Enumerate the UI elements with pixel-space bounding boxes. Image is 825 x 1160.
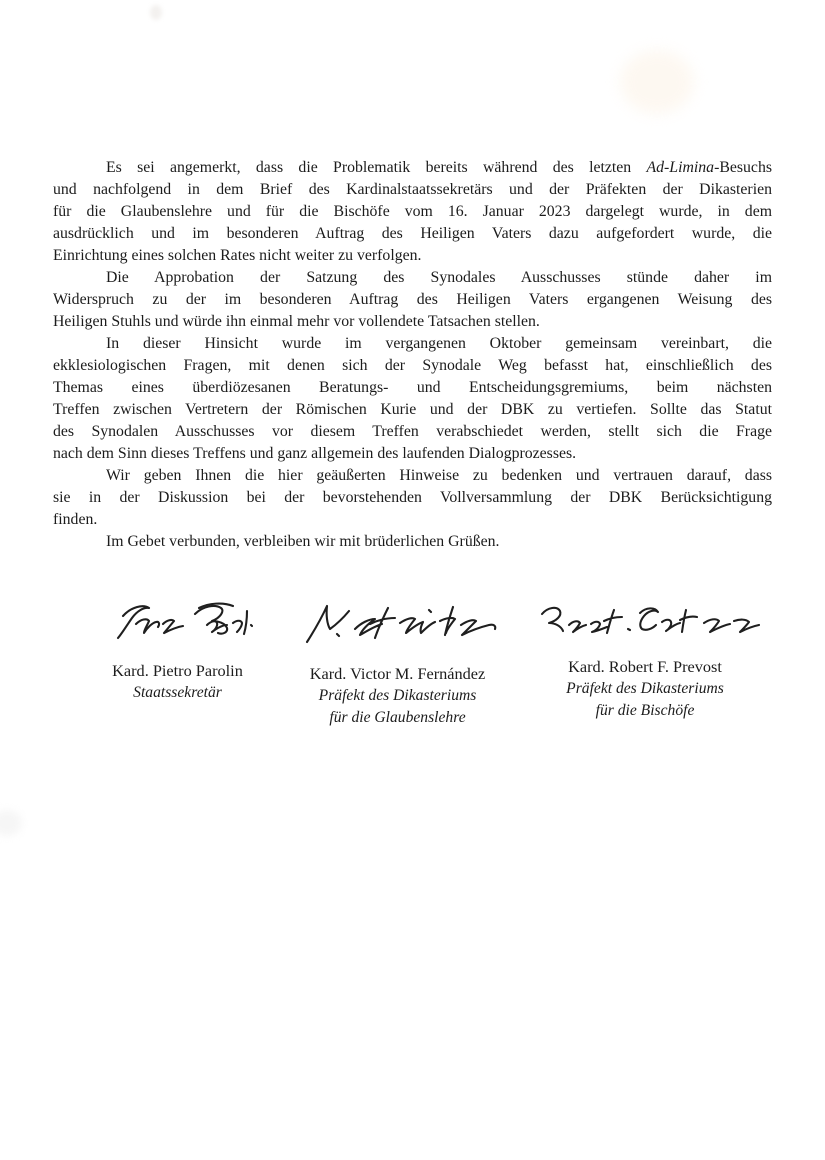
- text-line: In dieser Hinsicht wurde im vergangenen Oktober gemeinsam vereinbart, die: [106, 335, 772, 352]
- text-line: des Synodalen Ausschusses vor diesem Treffen verabschiedet werden, stellt sich die Frage: [53, 423, 772, 440]
- fernandez-handwritten-signature-icon: [295, 598, 500, 653]
- paragraph: [53, 267, 772, 333]
- text-line: finden.: [53, 511, 98, 528]
- paragraph: [53, 531, 772, 553]
- signatory-title: Präfekt des Dikasteriums: [566, 680, 724, 697]
- signatory-name: Kard. Robert F. Prevost: [568, 657, 722, 676]
- text-line: nach dem Sinn dieses Treffens und ganz allgemein des laufenden Dialogprozesses.: [53, 445, 577, 462]
- text-line: ekklesiologischen Fragen, mit denen sich der Synodale Weg befasst hat, einschließlich des: [53, 357, 772, 374]
- text-line: Themas eines überdiözesanen Beratungs- und Entscheidungsgremiums, beim nächsten: [53, 379, 772, 396]
- signature-row: [0, 598, 825, 758]
- text-line: Widerspruch zu der im besonderen Auftrag des Heiligen Vaters ergangenen Weisung des: [53, 291, 772, 308]
- signature-block-fernandez: [285, 598, 510, 729]
- parolin-handwritten-signature-icon: [103, 598, 253, 650]
- signature-block-parolin: [65, 598, 290, 704]
- text-line: Es sei angemerkt, dass die Problematik bereits während des letzten Ad-Limina-Besuchs: [106, 159, 772, 176]
- text-line: Heiligen Stuhls und würde ihn einmal mehr vor vollendete Tatsachen stellen.: [53, 313, 540, 330]
- paragraph: [53, 465, 772, 531]
- signatory-name: Kard. Victor M. Fernández: [309, 664, 486, 683]
- signatory-title: Präfekt des Dikasteriums: [318, 687, 477, 704]
- text-line: Im Gebet verbunden, verbleiben wir mit brüderlichen Grüßen.: [106, 533, 500, 550]
- scan-smudge-top-right: [620, 50, 694, 114]
- text-line: Wir geben Ihnen die hier geäußerten Hinweise zu bedenken und vertrauen darauf, dass: [106, 467, 772, 484]
- signature-block-prevost: [520, 598, 770, 722]
- paragraph: [53, 333, 772, 465]
- text-line: für die Glaubenslehre und für die Bischöfe vom 16. Januar 2023 dargelegt wurde, in dem: [53, 203, 772, 220]
- signatory-title: für die Bischöfe: [595, 702, 695, 719]
- signatory-name: Kard. Pietro Parolin: [112, 661, 243, 680]
- signatory-title: Staatssekretär: [133, 684, 222, 701]
- text-line: ausdrücklich und im besonderen Auftrag des Heiligen Vaters dazu aufgefordert wurde, die: [53, 225, 772, 242]
- text-line: Einrichtung eines solchen Rates nicht weiter zu verfolgen.: [53, 247, 422, 264]
- text-line: Treffen zwischen Vertretern der Römischen Kurie und der DBK zu vertiefen. Sollte das Statut: [53, 401, 772, 418]
- text-line: Die Approbation der Satzung des Synodales Ausschusses stünde daher im: [106, 269, 772, 286]
- text-line: sie in der Diskussion bei der bevorstehenden Vollversammlung der DBK Berücksichtigung: [53, 489, 772, 506]
- paragraph: [53, 157, 772, 267]
- text-line: und nachfolgend in dem Brief des Kardinalstaatssekretärs und der Präfekten der Dikasterien: [53, 181, 772, 198]
- signatory-title: für die Glaubenslehre: [329, 709, 466, 726]
- scan-smudge-bottom-left: [0, 810, 22, 836]
- scan-smudge-top: [150, 5, 162, 20]
- letter-body-text: [53, 157, 772, 553]
- prevost-handwritten-signature-icon: [528, 598, 763, 646]
